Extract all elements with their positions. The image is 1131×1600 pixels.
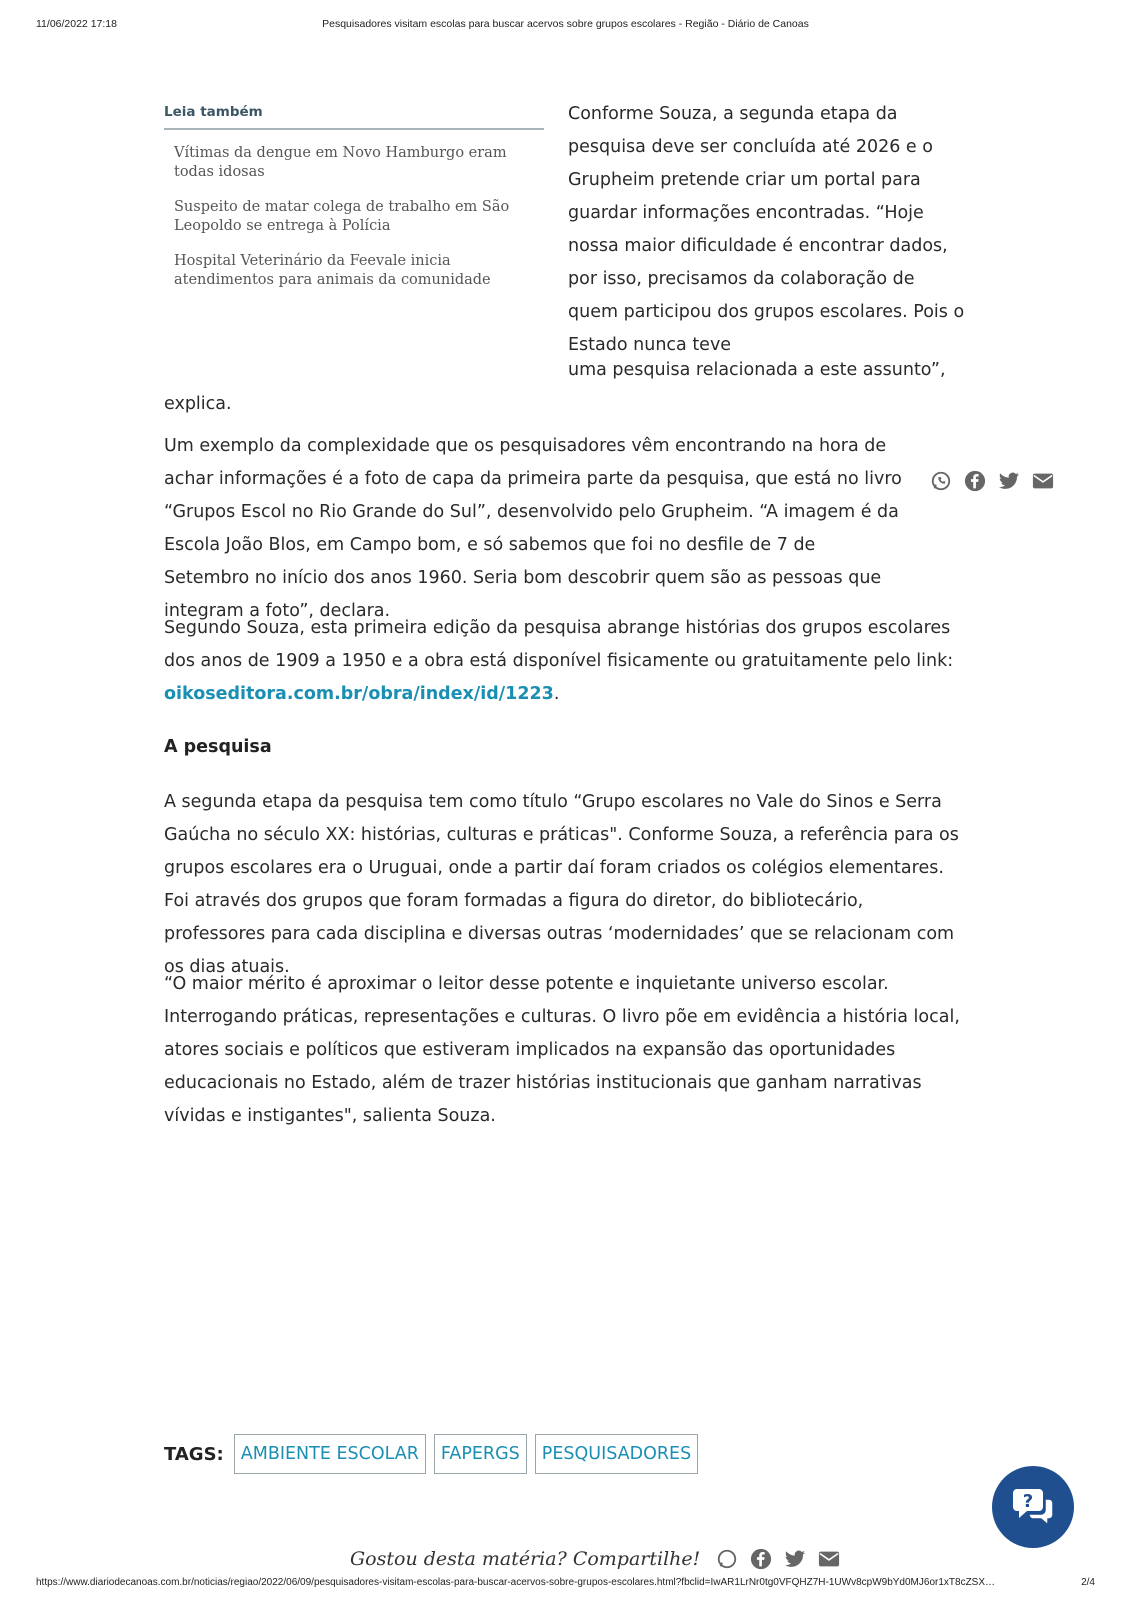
article-paragraph [164,612,964,711]
related-title: Leia também [164,104,544,130]
article-paragraph: “O maior mérito é aproximar o leitor desse potente e inquietante universo escolar. Interrogando práticas, representações e culturas. O livro põe em evidência a história local, atores sociais e políticos que estiveram implicados na expansão das oportunidades educacionais no Estado, além de trazer histórias institucionais que ganham narrativas vívidas e instigantes", salienta Souza. [164,974,960,1126]
tags-label: TAGS: [164,1443,224,1465]
share-icons [716,1548,840,1570]
tag-fapergs[interactable]: FAPERGS [434,1434,527,1474]
chat-question-icon [1009,1483,1057,1531]
whatsapp-icon[interactable] [716,1548,738,1570]
related-item[interactable]: Vítimas da dengue em Novo Hamburgo eram todas idosas [174,145,507,180]
article-paragraph: A segunda etapa da pesquisa tem como título “Grupo escolares no Vale do Sinos e Serra Gaúcha no século XX: histórias, culturas e práticas". Conforme Souza, a referência para os grupos escolares era o Uruguai, onde a partir daí foram criados os colégios elementares. Foi através dos grupos que foram formadas a figura do diretor, do bibliotecário, professores para cada disciplina e diversas outras ‘modernidades’ que se relacionam com os dias atuais. [164,792,959,977]
article-paragraph-continued: uma pesquisa relacionada a este assunto”, [568,360,946,380]
email-icon[interactable] [1032,470,1054,492]
tag-ambiente-escolar[interactable]: AMBIENTE ESCOLAR [234,1434,426,1474]
related-item[interactable]: Hospital Veterinário da Feevale inicia atendimentos para animais da comunidade [174,253,491,288]
print-url: https://www.diariodecanoas.com.br/noticias/regiao/2022/06/09/pesquisadores-visitam-escolas-para-buscar-acervos-sobre-grupos-escolares.html?fbclid=IwAR1LrNr0tg0VFQHZ7H-1UWv8cpW9bYd0MJ6or1xT8cZSX… [36,1577,996,1588]
email-icon[interactable] [818,1548,840,1570]
print-page-number: 2/4 [1081,1577,1095,1588]
twitter-icon[interactable] [784,1548,806,1570]
related-articles [164,104,544,290]
article-paragraph: Conforme Souza, a segunda etapa da pesquisa deve ser concluída até 2026 e o Grupheim pretende criar um portal para guardar informações encontradas. “Hoje nossa maior dificuldade é encontrar dados, por isso, precisamos da colaboração de quem participou dos grupos escolares. Pois o Estado nunca teve [568,104,965,355]
tag-pesquisadores[interactable]: PESQUISADORES [535,1434,698,1474]
share-bottom [350,1548,840,1570]
share-prompt: Gostou desta matéria? Compartilhe! [350,1548,701,1570]
paragraph-text: Segundo Souza, esta primeira edição da pesquisa abrange histórias dos grupos escolares dos anos de 1909 a 1950 e a obra está disponível fisicamente ou gratuitamente pelo link: [164,618,954,671]
share-bar-floating [930,470,1054,492]
print-date: 11/06/2022 17:18 [36,18,117,30]
tags-bar [164,1434,706,1474]
article-intro-column [568,98,968,362]
whatsapp-icon[interactable] [930,470,952,492]
book-link[interactable]: oikoseditora.com.br/obra/index/id/1223 [164,684,554,704]
article-paragraph-end: explica. [164,394,232,414]
section-heading: A pesquisa [164,737,272,757]
svg-text:?: ? [1022,1491,1034,1512]
help-chat-button[interactable] [992,1466,1074,1548]
twitter-icon[interactable] [998,470,1020,492]
facebook-icon[interactable] [750,1548,772,1570]
related-item[interactable]: Suspeito de matar colega de trabalho em São Leopoldo se entrega à Polícia [174,199,510,234]
article-paragraph: Um exemplo da complexidade que os pesquisadores vêm encontrando na hora de achar informações é a foto de capa da primeira parte da pesquisa, que está no livro “Grupos Escol no Rio Grande do Sul”, desenvolvido pelo Grupheim. “A imagem é da Escola João Blos, em Campo bom, e só sabemos que foi no desfile de 7 de Setembro no início dos anos 1960. Seria bom descobrir quem são as pessoas que integram a foto”, declara. [164,436,902,621]
related-list [164,144,544,290]
print-page-title: Pesquisadores visitam escolas para buscar acervos sobre grupos escolares - Região - Diário de Canoas [322,18,809,30]
paragraph-punctuation: . [553,684,560,704]
facebook-icon[interactable] [964,470,986,492]
